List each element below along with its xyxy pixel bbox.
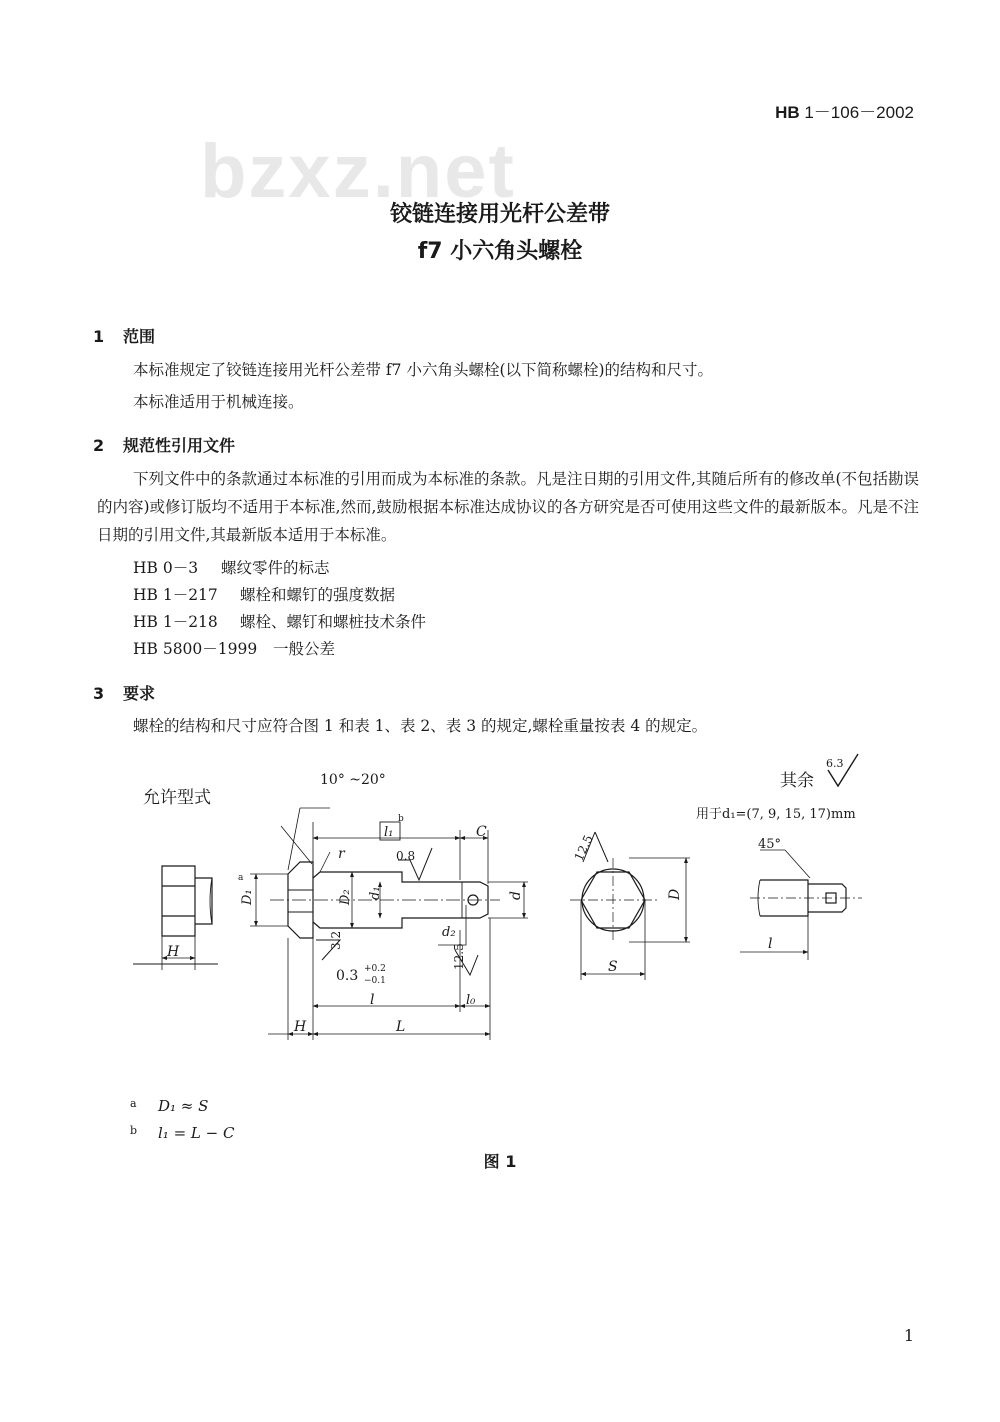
label-D: D: [667, 888, 683, 900]
label-l1-mark: b: [398, 814, 404, 824]
label-d2: d₂: [442, 925, 456, 940]
reference-item: HB 1－217 螺栓和螺钉的强度数据: [133, 586, 396, 604]
section3-heading: 3 要求: [93, 684, 156, 703]
label-d1: d₁: [368, 886, 383, 900]
label-D2: D₂: [338, 889, 353, 905]
standard-code: HB 1－106－2002: [775, 103, 914, 122]
section1-heading: 1 范围: [93, 327, 156, 346]
usage-note: 用于d₁=(7, 9, 15, 17)mm: [696, 807, 856, 822]
label-l-chamfer: l: [768, 936, 773, 952]
section1-paragraph2: 本标准适用于机械连接。: [133, 393, 304, 411]
label-D1-mark: a: [238, 873, 244, 883]
section2-heading: 2 规范性引用文件: [93, 436, 236, 455]
label-C: C: [476, 824, 487, 840]
roughness-3.2: 3.2: [329, 930, 343, 950]
fillet-upper-tol: +0.2: [364, 964, 386, 974]
fillet-value: 0.3: [336, 968, 359, 984]
label-L: L: [396, 1019, 406, 1035]
chamfer-label: 45°: [758, 837, 782, 852]
watermark: bzxz.net: [200, 129, 516, 214]
fillet-lower-tol: −0.1: [364, 976, 386, 986]
reference-item: HB 1－218 螺栓、螺钉和螺桩技术条件: [133, 613, 427, 631]
footnote-b: b l₁ = L − C: [130, 1124, 235, 1142]
figure-1-drawing: [0, 740, 1000, 1070]
allowed-form-label: 允许型式: [143, 788, 211, 808]
label-D1: D₁: [240, 889, 255, 905]
label-l0: l₀: [466, 993, 476, 1008]
section2-paragraph: 下列文件中的条款通过本标准的引用而成为本标准的条款。凡是注日期的引用文件,其随后所有的修改单(不包括勘误的内容)或修订版均不适用于本标准,然而,鼓励根据本标准达成协议的各方研究是否可使用这些文件的最新版本。凡是不注日期的引用文件,其最新版本适用于本标准。: [97, 470, 919, 544]
bolt-side-view: [250, 808, 528, 1040]
figure-caption: 图 1: [483, 1152, 517, 1171]
chamfer-detail-view: [740, 850, 862, 960]
document-title-line2: f7 小六角头螺栓: [417, 239, 583, 264]
reference-item: HB 5800－1999 一般公差: [133, 640, 336, 658]
remaining-label: 其余: [780, 771, 814, 791]
roughness-0.8: 0.8: [396, 849, 416, 863]
angle-label: 10° ~20°: [320, 772, 386, 788]
footnote-a: a D₁ ≈ S: [130, 1097, 209, 1115]
roughness-12.5-hex: 12.5: [571, 832, 596, 863]
label-l: l: [370, 992, 375, 1008]
page-number: 1: [903, 1326, 914, 1345]
section1-paragraph1: 本标准规定了铰链连接用光杆公差带 f7 小六角头螺栓(以下简称螺栓)的结构和尺寸。: [133, 361, 714, 379]
label-r: r: [338, 846, 345, 862]
label-S: S: [608, 959, 618, 975]
label-H: H: [294, 1019, 307, 1035]
roughness-12.5-side: 12.5: [452, 943, 466, 970]
label-d: d: [508, 891, 524, 900]
document-title-line1: 铰链连接用光杆公差带: [389, 202, 610, 227]
label-l1: l₁: [384, 825, 394, 840]
section3-paragraph: 螺栓的结构和尺寸应符合图 1 和表 1、表 2、表 3 的规定,螺栓重量按表 4 的规定。: [133, 717, 708, 735]
reference-item: HB 0－3 螺纹零件的标志: [133, 559, 330, 577]
label-H-left: H: [167, 944, 180, 960]
roughness-6.3: 6.3: [826, 757, 844, 770]
